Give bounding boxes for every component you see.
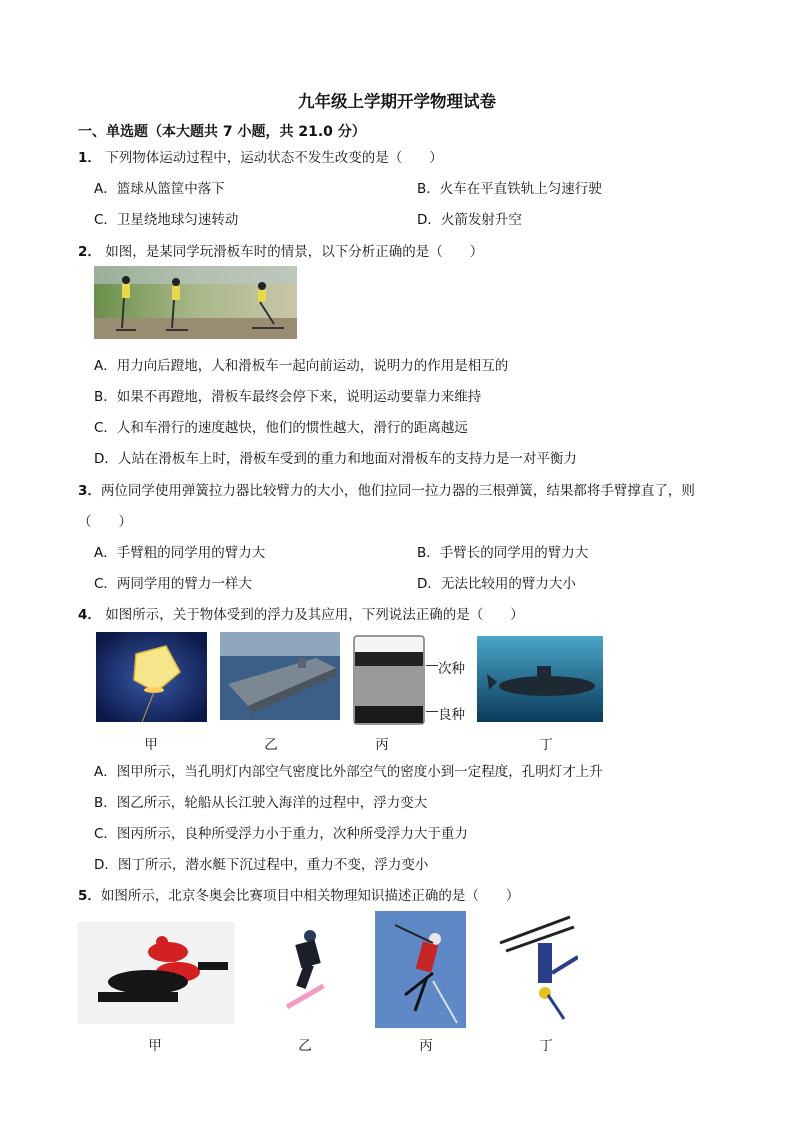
caption-yi: 乙 bbox=[298, 1038, 312, 1054]
page-title: 九年级上学期开学物理试卷 bbox=[298, 92, 496, 111]
option-3a: A．手臂粗的同学用的臂力大 bbox=[94, 545, 266, 561]
question-2 bbox=[78, 240, 483, 260]
option-2d: D．人站在滑板车上时，滑板车受到的重力和地面对滑板车的支持力是一对平衡力 bbox=[94, 451, 577, 467]
option-3c: C．两同学用的臂力一样大 bbox=[94, 576, 252, 592]
section-heading: 一、单选题（本大题共 7 小题，共 21.0 分） bbox=[78, 124, 366, 140]
submarine-photo bbox=[477, 636, 603, 722]
option-1d: D．火箭发射升空 bbox=[417, 212, 522, 228]
label-line bbox=[426, 665, 438, 666]
question-text: 两位同学使用弹簧拉力器比较臂力的大小，他们拉同一拉力器的三根弹簧，结果都将手臂撑直了，则 bbox=[100, 483, 695, 499]
option-4a: A．图甲所示，当孔明灯内部空气密度比外部空气的密度小到一定程度，孔明灯才上升 bbox=[94, 764, 603, 780]
question-4 bbox=[78, 603, 524, 623]
caption-bing: 丙 bbox=[375, 737, 389, 753]
option-1b: B．火车在平直铁轨上匀速行驶 bbox=[417, 181, 602, 197]
speed-skating-photo bbox=[78, 922, 234, 1024]
sky-lantern-photo bbox=[96, 632, 207, 722]
option-3d: D．无法比较用的臂力大小 bbox=[417, 576, 576, 592]
snowboard-photo bbox=[280, 926, 338, 1010]
option-4b: B．图乙所示，轮船从长江驶入海洋的过程中，浮力变大 bbox=[94, 795, 428, 811]
question-text: 如图所示，北京冬奥会比赛项目中相关物理知识描述正确的是（ ） bbox=[100, 888, 520, 904]
scooter-photo bbox=[94, 266, 297, 339]
label-line bbox=[426, 711, 438, 712]
beaker-seeds-figure bbox=[352, 634, 426, 726]
caption-bing: 丙 bbox=[419, 1038, 433, 1054]
caption-ding: 丁 bbox=[539, 737, 553, 753]
question-number: 5． bbox=[78, 888, 101, 904]
question-number: 1． bbox=[78, 150, 101, 166]
caption-jia: 甲 bbox=[144, 737, 158, 753]
question-number: 4． bbox=[78, 607, 101, 623]
question-text: 下列物体运动过程中，运动状态不发生改变的是（ ） bbox=[105, 150, 443, 166]
question-5 bbox=[78, 884, 519, 904]
option-2c: C．人和车滑行的速度越快，他们的惯性越大，滑行的距离越远 bbox=[94, 420, 468, 436]
option-3b: B．手臂长的同学用的臂力大 bbox=[417, 545, 589, 561]
question-3-continued: （ ） bbox=[78, 514, 132, 530]
option-1a: A．篮球从篮筐中落下 bbox=[94, 181, 225, 197]
option-1c: C．卫星绕地球匀速转动 bbox=[94, 212, 239, 228]
label-inferior-seeds: 次种 bbox=[438, 661, 465, 677]
question-3 bbox=[78, 479, 695, 499]
label-good-seeds: 良种 bbox=[438, 707, 465, 723]
caption-yi: 乙 bbox=[264, 737, 278, 753]
caption-ding: 丁 bbox=[539, 1038, 553, 1054]
option-4c: C．图丙所示，良种所受浮力小于重力，次种所受浮力大于重力 bbox=[94, 826, 468, 842]
question-number: 3． bbox=[78, 483, 101, 499]
question-1 bbox=[78, 146, 443, 166]
option-2b: B．如果不再蹬地，滑板车最终会停下来，说明运动要靠力来维持 bbox=[94, 389, 482, 405]
question-number: 2． bbox=[78, 244, 101, 260]
aerial-ski-photo bbox=[375, 911, 466, 1028]
option-2a: A．用力向后蹬地，人和滑板车一起向前运动，说明力的作用是相互的 bbox=[94, 358, 509, 374]
question-text: 如图，是某同学玩滑板车时的情景，以下分析正确的是（ ） bbox=[105, 244, 484, 260]
aerial-flip-photo bbox=[498, 913, 578, 1023]
caption-jia: 甲 bbox=[148, 1038, 162, 1054]
option-4d: D．图丁所示，潜水艇下沉过程中，重力不变，浮力变小 bbox=[94, 857, 429, 873]
aircraft-carrier-photo bbox=[220, 632, 340, 720]
question-text: 如图所示，关于物体受到的浮力及其应用，下列说法正确的是（ ） bbox=[105, 607, 524, 623]
